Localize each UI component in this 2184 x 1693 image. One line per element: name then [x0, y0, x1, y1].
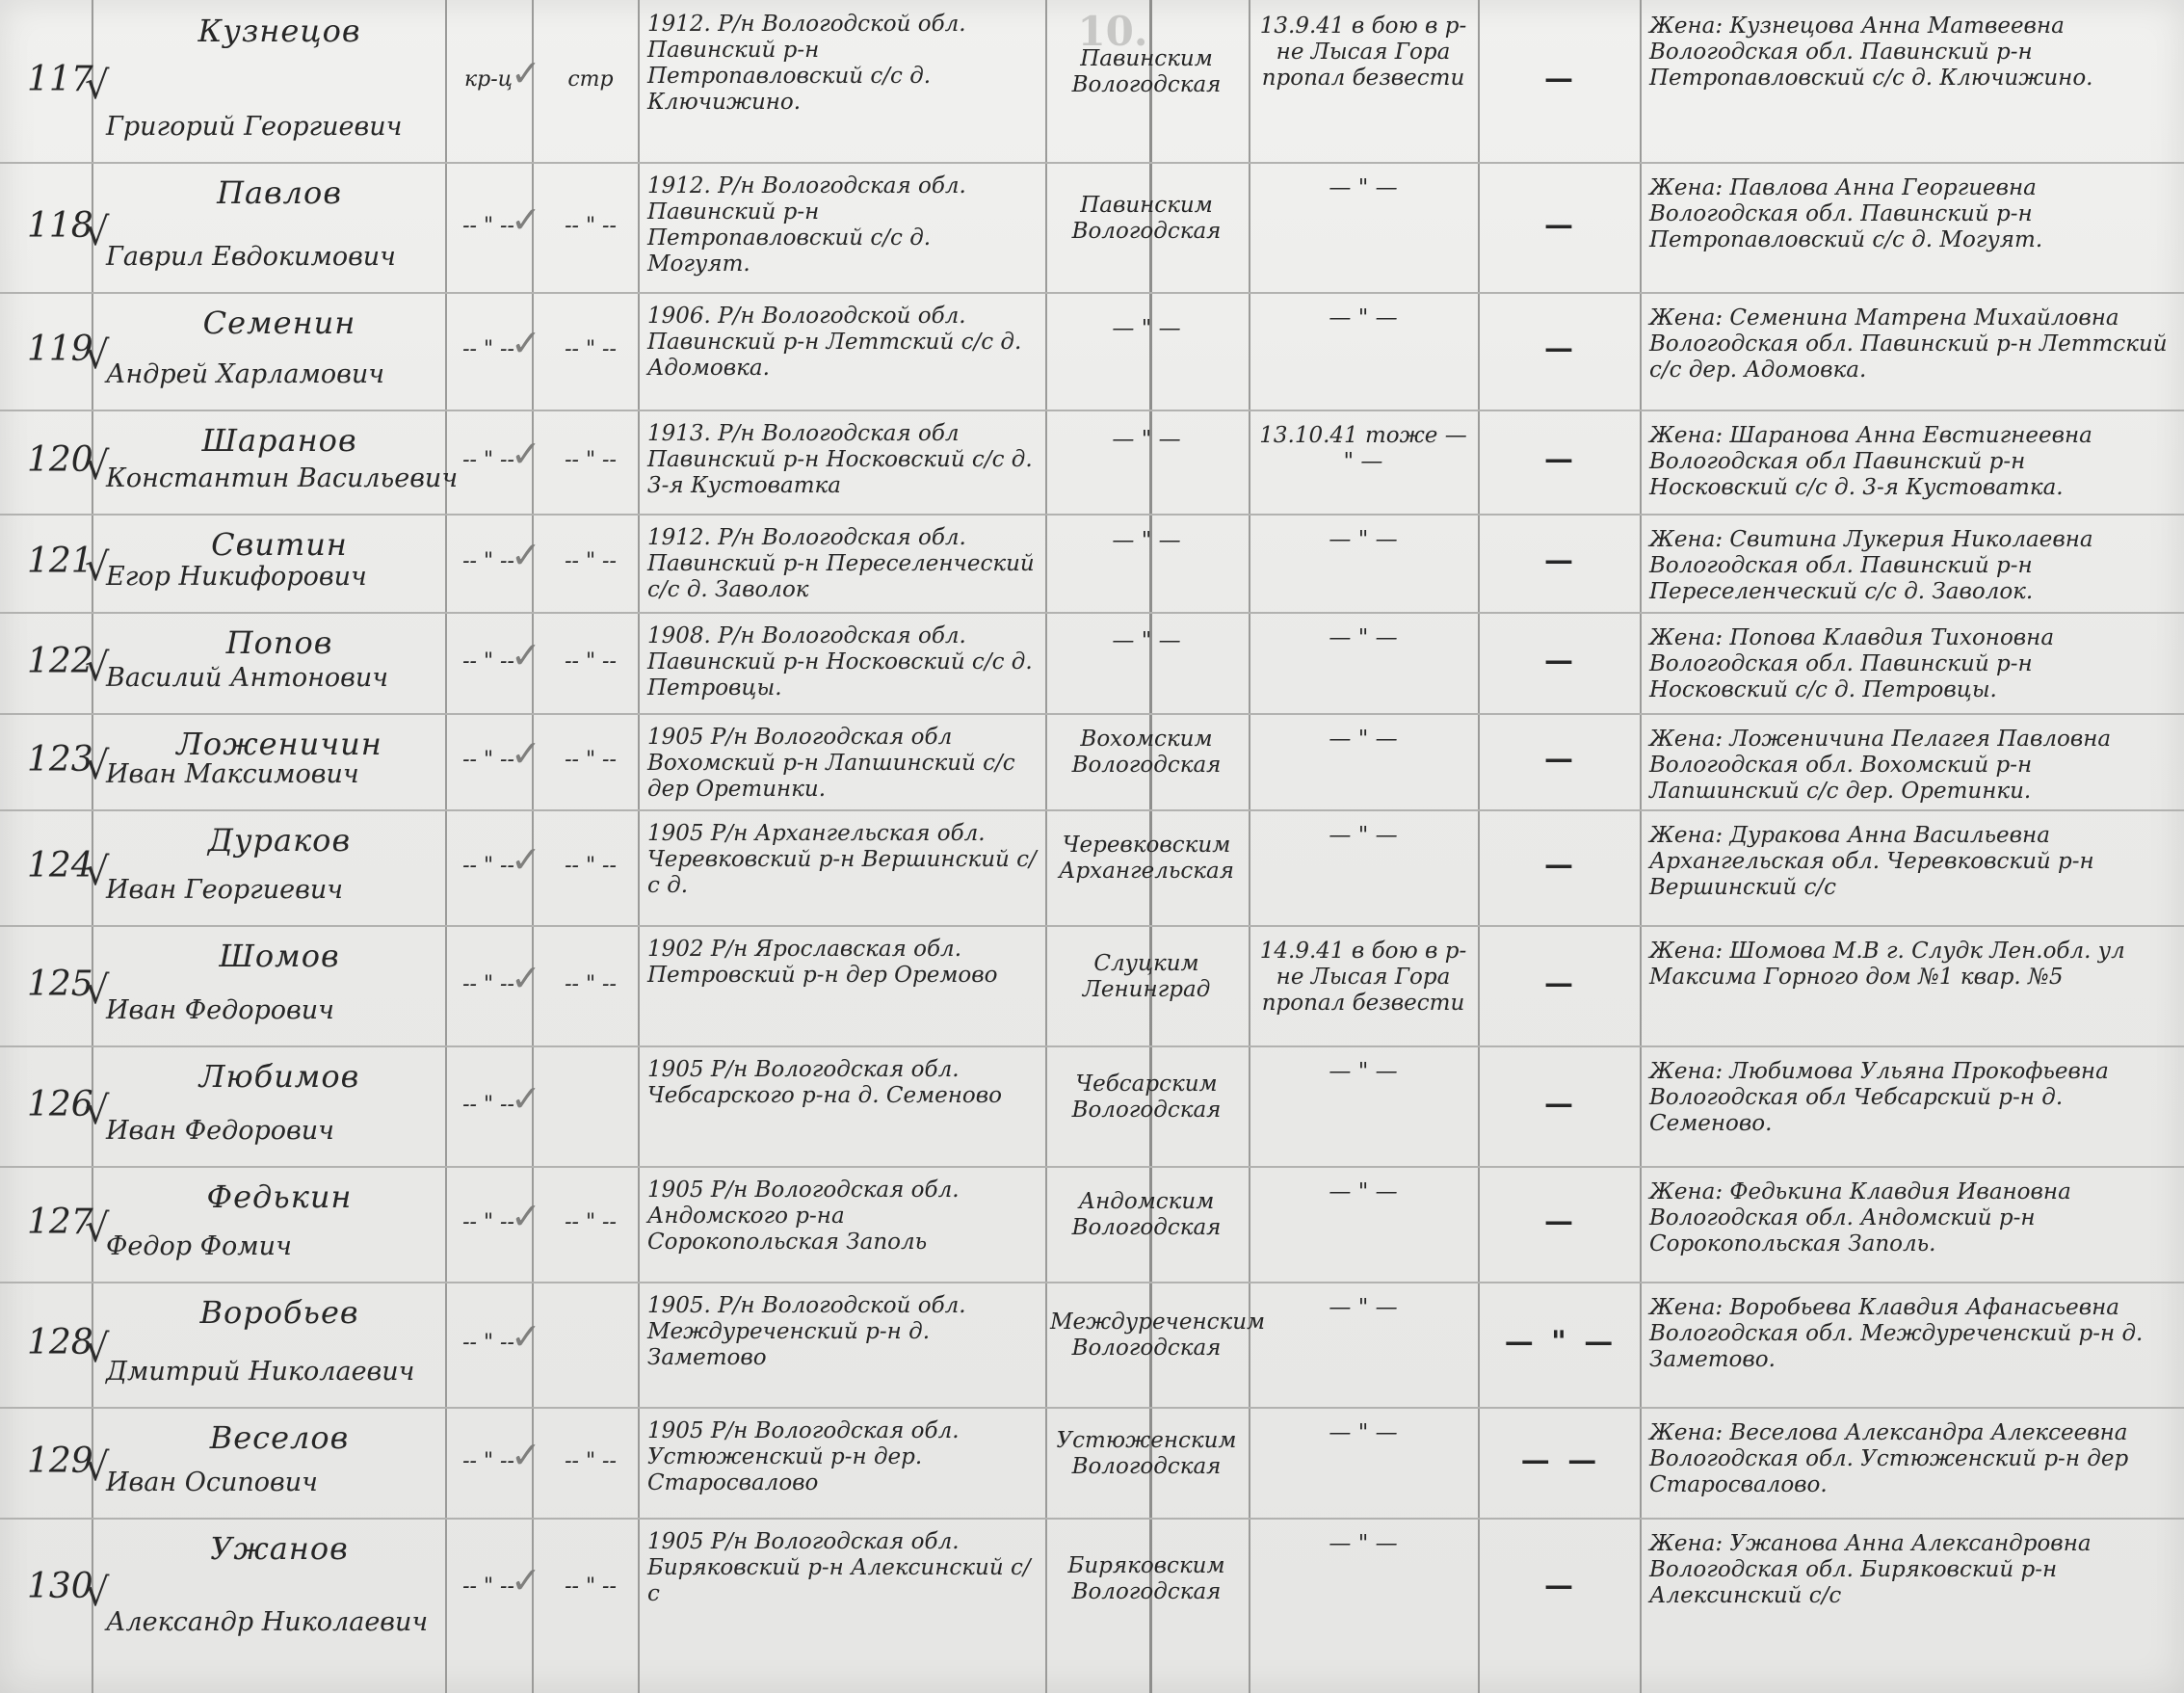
draft-office: Павинским Вологодская	[1071, 46, 1222, 98]
column-seven: — —	[1520, 1442, 1601, 1477]
relatives: Жена: Шаранова Анна Евстигнеевна Вологодская обл Павинский р-н Носковский с/с д. 3-я Кустоватка.	[1649, 423, 2092, 501]
check-mark-icon: √	[85, 850, 110, 894]
column-seven: —	[1544, 1204, 1577, 1238]
given-names: Константин Васильевич	[106, 463, 459, 493]
column-seven: —	[1544, 966, 1577, 1000]
fate: — " —	[1329, 823, 1398, 848]
given-names: Иван Максимович	[106, 759, 359, 789]
row-number: 121	[27, 542, 93, 581]
register-row	[0, 514, 2184, 612]
row-number: 130	[27, 1566, 93, 1606]
rank: -- " --	[462, 1092, 514, 1117]
birth-info: 1905 Р/н Вологодская обл Вохомский р-н Лапшинский с/с дер Оретинки.	[647, 725, 1015, 803]
row-rule	[0, 809, 2184, 811]
given-names: Андрей Харламович	[106, 359, 385, 389]
column-seven: —	[1544, 1086, 1577, 1121]
row-rule	[0, 1166, 2184, 1168]
birth-info: 1905 Р/н Вологодская обл. Устюженский р-н дер. Старосвалово	[647, 1418, 960, 1496]
check-mark-icon: √	[85, 64, 110, 108]
rank: -- " --	[462, 549, 514, 573]
fate: — " —	[1329, 1059, 1398, 1084]
relatives: Жена: Воробьева Клавдия Афанасьевна Вологодская обл. Междуреченский р-н д. Заметово.	[1649, 1295, 2144, 1373]
rank: -- " --	[462, 1448, 514, 1473]
surname: Попов	[225, 624, 333, 661]
surname: Шомов	[219, 938, 340, 974]
given-names: Александр Николаевич	[106, 1607, 429, 1637]
position: стр	[567, 67, 614, 92]
row-rule	[0, 925, 2184, 927]
relatives: Жена: Семенина Матрена Михайловна Вологодская обл. Павинский р-н Леттский с/с дер. Адомовка.	[1649, 305, 2168, 384]
tick-mark-icon: ✓	[511, 633, 541, 676]
row-rule	[0, 1407, 2184, 1409]
row-number: 119	[27, 330, 93, 369]
birth-info: 1912. Р/н Вологодской обл. Павинский р-н Петропавловский с/с д. Ключижино.	[647, 12, 966, 116]
fate: — " —	[1329, 305, 1398, 331]
rank: -- " --	[462, 1574, 514, 1599]
draft-office: — " —	[1112, 316, 1181, 341]
birth-info: 1913. Р/н Вологодская обл Павинский р-н Носковский с/с д. 3-я Кустоватка	[647, 421, 1033, 499]
rank: -- " --	[462, 448, 514, 472]
fate: 14.9.41 в бою в р-не Лысая Гора пропал безвести	[1259, 939, 1467, 1017]
fate: — " —	[1329, 1531, 1398, 1556]
tick-mark-icon: ✓	[511, 1076, 541, 1120]
rank: -- " --	[462, 213, 514, 238]
register-row	[0, 612, 2184, 713]
surname: Павлов	[217, 174, 342, 211]
draft-office: — " —	[1112, 427, 1181, 452]
relatives: Жена: Веселова Александра Алексеевна Вологодская обл. Устюженский р-н дер Старосвалово.	[1649, 1420, 2129, 1498]
birth-info: 1905. Р/н Вологодской обл. Междуреченский р-н д. Заметово	[647, 1293, 966, 1371]
relatives: Жена: Ложеничина Пелагея Павловна Вологодская обл. Вохомский р-н Лапшинский с/с дер. Оретинки.	[1649, 727, 2112, 805]
row-number: 125	[27, 964, 93, 1004]
column-seven: —	[1544, 331, 1577, 365]
draft-office: Слуцким Ленинград	[1082, 950, 1211, 1002]
register-row	[0, 1407, 2184, 1518]
given-names: Дмитрий Николаевич	[106, 1357, 415, 1387]
row-rule	[0, 162, 2184, 164]
position: -- " --	[565, 648, 617, 674]
birth-info: 1905 Р/н Вологодская обл. Биряковский р-н Алексинский с/с	[647, 1529, 1031, 1607]
relatives: Жена: Кузнецова Анна Матвеевна Вологодская обл. Павинский р-н Петропавловский с/с д. Ключижино.	[1649, 13, 2093, 92]
fate: — " —	[1329, 1295, 1398, 1320]
check-mark-icon: √	[85, 545, 110, 590]
surname: Кузнецов	[197, 13, 361, 49]
surname: Ложеничин	[176, 726, 382, 762]
relatives: Жена: Попова Клавдия Тихоновна Вологодская обл. Павинский р-н Носковский с/с д. Петровцы.	[1649, 625, 2055, 703]
birth-info: 1905 Р/н Архангельская обл. Черевковский р-н Вершинский с/с д.	[647, 821, 1037, 899]
row-rule	[0, 1518, 2184, 1520]
row-rule	[0, 514, 2184, 516]
tick-mark-icon: ✓	[511, 1433, 541, 1476]
surname: Веселов	[209, 1419, 350, 1456]
register-row	[0, 0, 2184, 162]
row-number: 124	[27, 846, 93, 886]
draft-office: — " —	[1112, 528, 1181, 553]
fate: — " —	[1329, 1179, 1398, 1204]
fate: — " —	[1329, 1420, 1398, 1445]
check-mark-icon: √	[85, 1206, 110, 1251]
tick-mark-icon: ✓	[511, 1315, 541, 1358]
rank: -- " --	[462, 1331, 514, 1355]
draft-office: — " —	[1112, 627, 1181, 653]
relatives: Жена: Шомова М.В г. Слудк Лен.обл. ул Максима Горного дом №1 квар. №5	[1649, 939, 2125, 991]
rank: -- " --	[462, 648, 514, 674]
row-number: 117	[27, 60, 93, 99]
given-names: Григорий Георгиевич	[106, 112, 403, 142]
surname: Шаранов	[201, 422, 357, 459]
given-names: Иван Георгиевич	[106, 875, 344, 905]
position: -- " --	[565, 748, 617, 772]
relatives: Жена: Дуракова Анна Васильевна Архангельская обл. Черевковский р-н Вершинский с/с	[1649, 823, 2094, 901]
column-seven: —	[1544, 62, 1577, 95]
row-rule	[0, 713, 2184, 715]
register-row	[0, 1166, 2184, 1282]
tick-mark-icon: ✓	[511, 198, 541, 241]
column-seven: —	[1544, 442, 1577, 476]
check-mark-icon: √	[85, 1444, 110, 1490]
draft-office: Вохомским Вологодская	[1071, 727, 1222, 779]
birth-info: 1905 Р/н Вологодская обл. Андомского р-на Сорокопольская Заполь	[647, 1177, 960, 1256]
surname: Семенин	[202, 304, 356, 341]
position: -- " --	[565, 337, 617, 361]
row-rule	[0, 292, 2184, 294]
tick-mark-icon: ✓	[511, 732, 541, 775]
column-seven: — " —	[1504, 1325, 1618, 1359]
page-number: 10.	[1077, 8, 1148, 55]
rank: -- " --	[462, 971, 514, 996]
column-seven: —	[1544, 742, 1577, 776]
rank: кр-ц	[463, 67, 513, 92]
position: -- " --	[565, 971, 617, 996]
column-seven: —	[1544, 643, 1577, 677]
check-mark-icon: √	[85, 1570, 110, 1615]
register-row	[0, 410, 2184, 514]
check-mark-icon: √	[85, 1088, 110, 1133]
surname: Ужанов	[210, 1530, 349, 1567]
row-rule	[0, 1282, 2184, 1283]
rank: -- " --	[462, 748, 514, 772]
given-names: Федор Фомич	[106, 1231, 292, 1261]
fate: — " —	[1329, 727, 1398, 752]
tick-mark-icon: ✓	[511, 534, 541, 576]
given-names: Иван Федорович	[106, 995, 334, 1025]
relatives: Жена: Любимова Ульяна Прокофьевна Вологодская обл Чебсарский р-н д. Семеново.	[1649, 1059, 2109, 1137]
row-rule	[0, 612, 2184, 614]
given-names: Иван Осипович	[106, 1468, 318, 1497]
given-names: Иван Федорович	[106, 1116, 334, 1146]
row-rule	[0, 410, 2184, 411]
row-number: 126	[27, 1084, 93, 1124]
birth-info: 1902 Р/н Ярославская обл. Петровский р-н дер Оремово	[647, 937, 998, 989]
column-seven: —	[1544, 543, 1577, 577]
draft-office: Черевковским Архангельская	[1059, 833, 1234, 885]
fate: — " —	[1329, 175, 1398, 200]
position: -- " --	[565, 854, 617, 878]
position: -- " --	[565, 1210, 617, 1234]
check-mark-icon: √	[85, 209, 110, 254]
row-number: 122	[27, 641, 93, 681]
row-number: 129	[27, 1441, 93, 1481]
surname: Воробьев	[199, 1294, 359, 1331]
register-row	[0, 1518, 2184, 1657]
check-mark-icon: √	[85, 967, 110, 1013]
row-number: 118	[27, 205, 93, 246]
surname: Дураков	[207, 822, 352, 859]
position: -- " --	[565, 1448, 617, 1473]
tick-mark-icon: ✓	[511, 838, 541, 881]
surname: Свитин	[211, 526, 348, 563]
draft-office: Андомским Вологодская	[1071, 1189, 1222, 1241]
relatives: Жена: Ужанова Анна Александровна Вологодская обл. Биряковский р-н Алексинский с/с	[1649, 1531, 2092, 1609]
fate: — " —	[1329, 527, 1398, 552]
tick-mark-icon: ✓	[511, 433, 541, 475]
column-seven: —	[1544, 848, 1577, 882]
draft-office: Чебсарским Вологодская	[1071, 1071, 1222, 1123]
row-number: 127	[27, 1203, 93, 1242]
rank: -- " --	[462, 854, 514, 878]
birth-info: 1912. Р/н Вологодская обл. Павинский р-н Петропавловский с/с д. Могуят.	[647, 173, 966, 278]
birth-info: 1906. Р/н Вологодской обл. Павинский р-н Леттский с/с д. Адомовка.	[647, 304, 1022, 382]
tick-mark-icon: ✓	[511, 1558, 541, 1601]
given-names: Гаврил Евдокимович	[106, 242, 396, 272]
draft-office: Междуреченским Вологодская	[1050, 1309, 1266, 1362]
given-names: Егор Никифорович	[106, 562, 367, 592]
column-seven: —	[1544, 207, 1577, 242]
register-row	[0, 162, 2184, 292]
tick-mark-icon: ✓	[511, 322, 541, 364]
check-mark-icon: √	[85, 645, 110, 690]
fate: — " —	[1329, 625, 1398, 650]
register-row	[0, 925, 2184, 1045]
relatives: Жена: Свитина Лукерия Николаевна Вологодская обл. Павинский р-н Переселенческий с/с д. Заволок.	[1649, 527, 2093, 605]
register-row	[0, 809, 2184, 925]
given-names: Василий Антонович	[106, 663, 389, 693]
tick-mark-icon: ✓	[511, 956, 541, 999]
birth-info: 1908. Р/н Вологодская обл. Павинский р-н Носковский с/с д. Петровцы.	[647, 623, 1033, 701]
check-mark-icon: √	[85, 444, 110, 489]
column-seven: —	[1544, 1568, 1577, 1602]
check-mark-icon: √	[85, 744, 110, 788]
row-number: 123	[27, 740, 93, 780]
tick-mark-icon: ✓	[511, 1195, 541, 1237]
surname: Федькин	[206, 1178, 353, 1215]
position: -- " --	[565, 1574, 617, 1599]
draft-office: Павинским Вологодская	[1071, 192, 1222, 244]
fate: 13.9.41 в бою в р-не Лысая Гора пропал безвести	[1259, 13, 1467, 92]
row-rule	[0, 1045, 2184, 1047]
birth-info: 1905 Р/н Вологодская обл. Чебсарского р-на д. Семеново	[647, 1057, 1002, 1109]
register-row	[0, 1282, 2184, 1407]
check-mark-icon: √	[85, 333, 110, 378]
surname: Любимов	[198, 1058, 360, 1095]
register-row	[0, 292, 2184, 410]
row-number: 128	[27, 1323, 93, 1362]
register-row	[0, 1045, 2184, 1166]
relatives: Жена: Павлова Анна Георгиевна Вологодская обл. Павинский р-н Петропавловский с/с д. Могуят.	[1649, 175, 2043, 253]
tick-mark-icon: ✓	[511, 52, 541, 94]
fate: 13.10.41 тоже — " —	[1259, 423, 1467, 475]
rank: -- " --	[462, 1210, 514, 1234]
relatives: Жена: Федькина Клавдия Ивановна Вологодская обл. Андомский р-н Сорокопольская Заполь.	[1649, 1179, 2071, 1257]
check-mark-icon: √	[85, 1327, 110, 1371]
birth-info: 1912. Р/н Вологодская обл. Павинский р-н Переселенческий с/с д. Заволок	[647, 525, 1035, 603]
draft-office: Устюженским Вологодская	[1056, 1427, 1237, 1479]
draft-office: Биряковским Вологодская	[1067, 1552, 1225, 1604]
rank: -- " --	[462, 337, 514, 361]
position: -- " --	[565, 448, 617, 472]
row-number: 120	[27, 440, 93, 480]
position: -- " --	[565, 549, 617, 573]
position: -- " --	[565, 213, 617, 238]
register-row	[0, 713, 2184, 809]
